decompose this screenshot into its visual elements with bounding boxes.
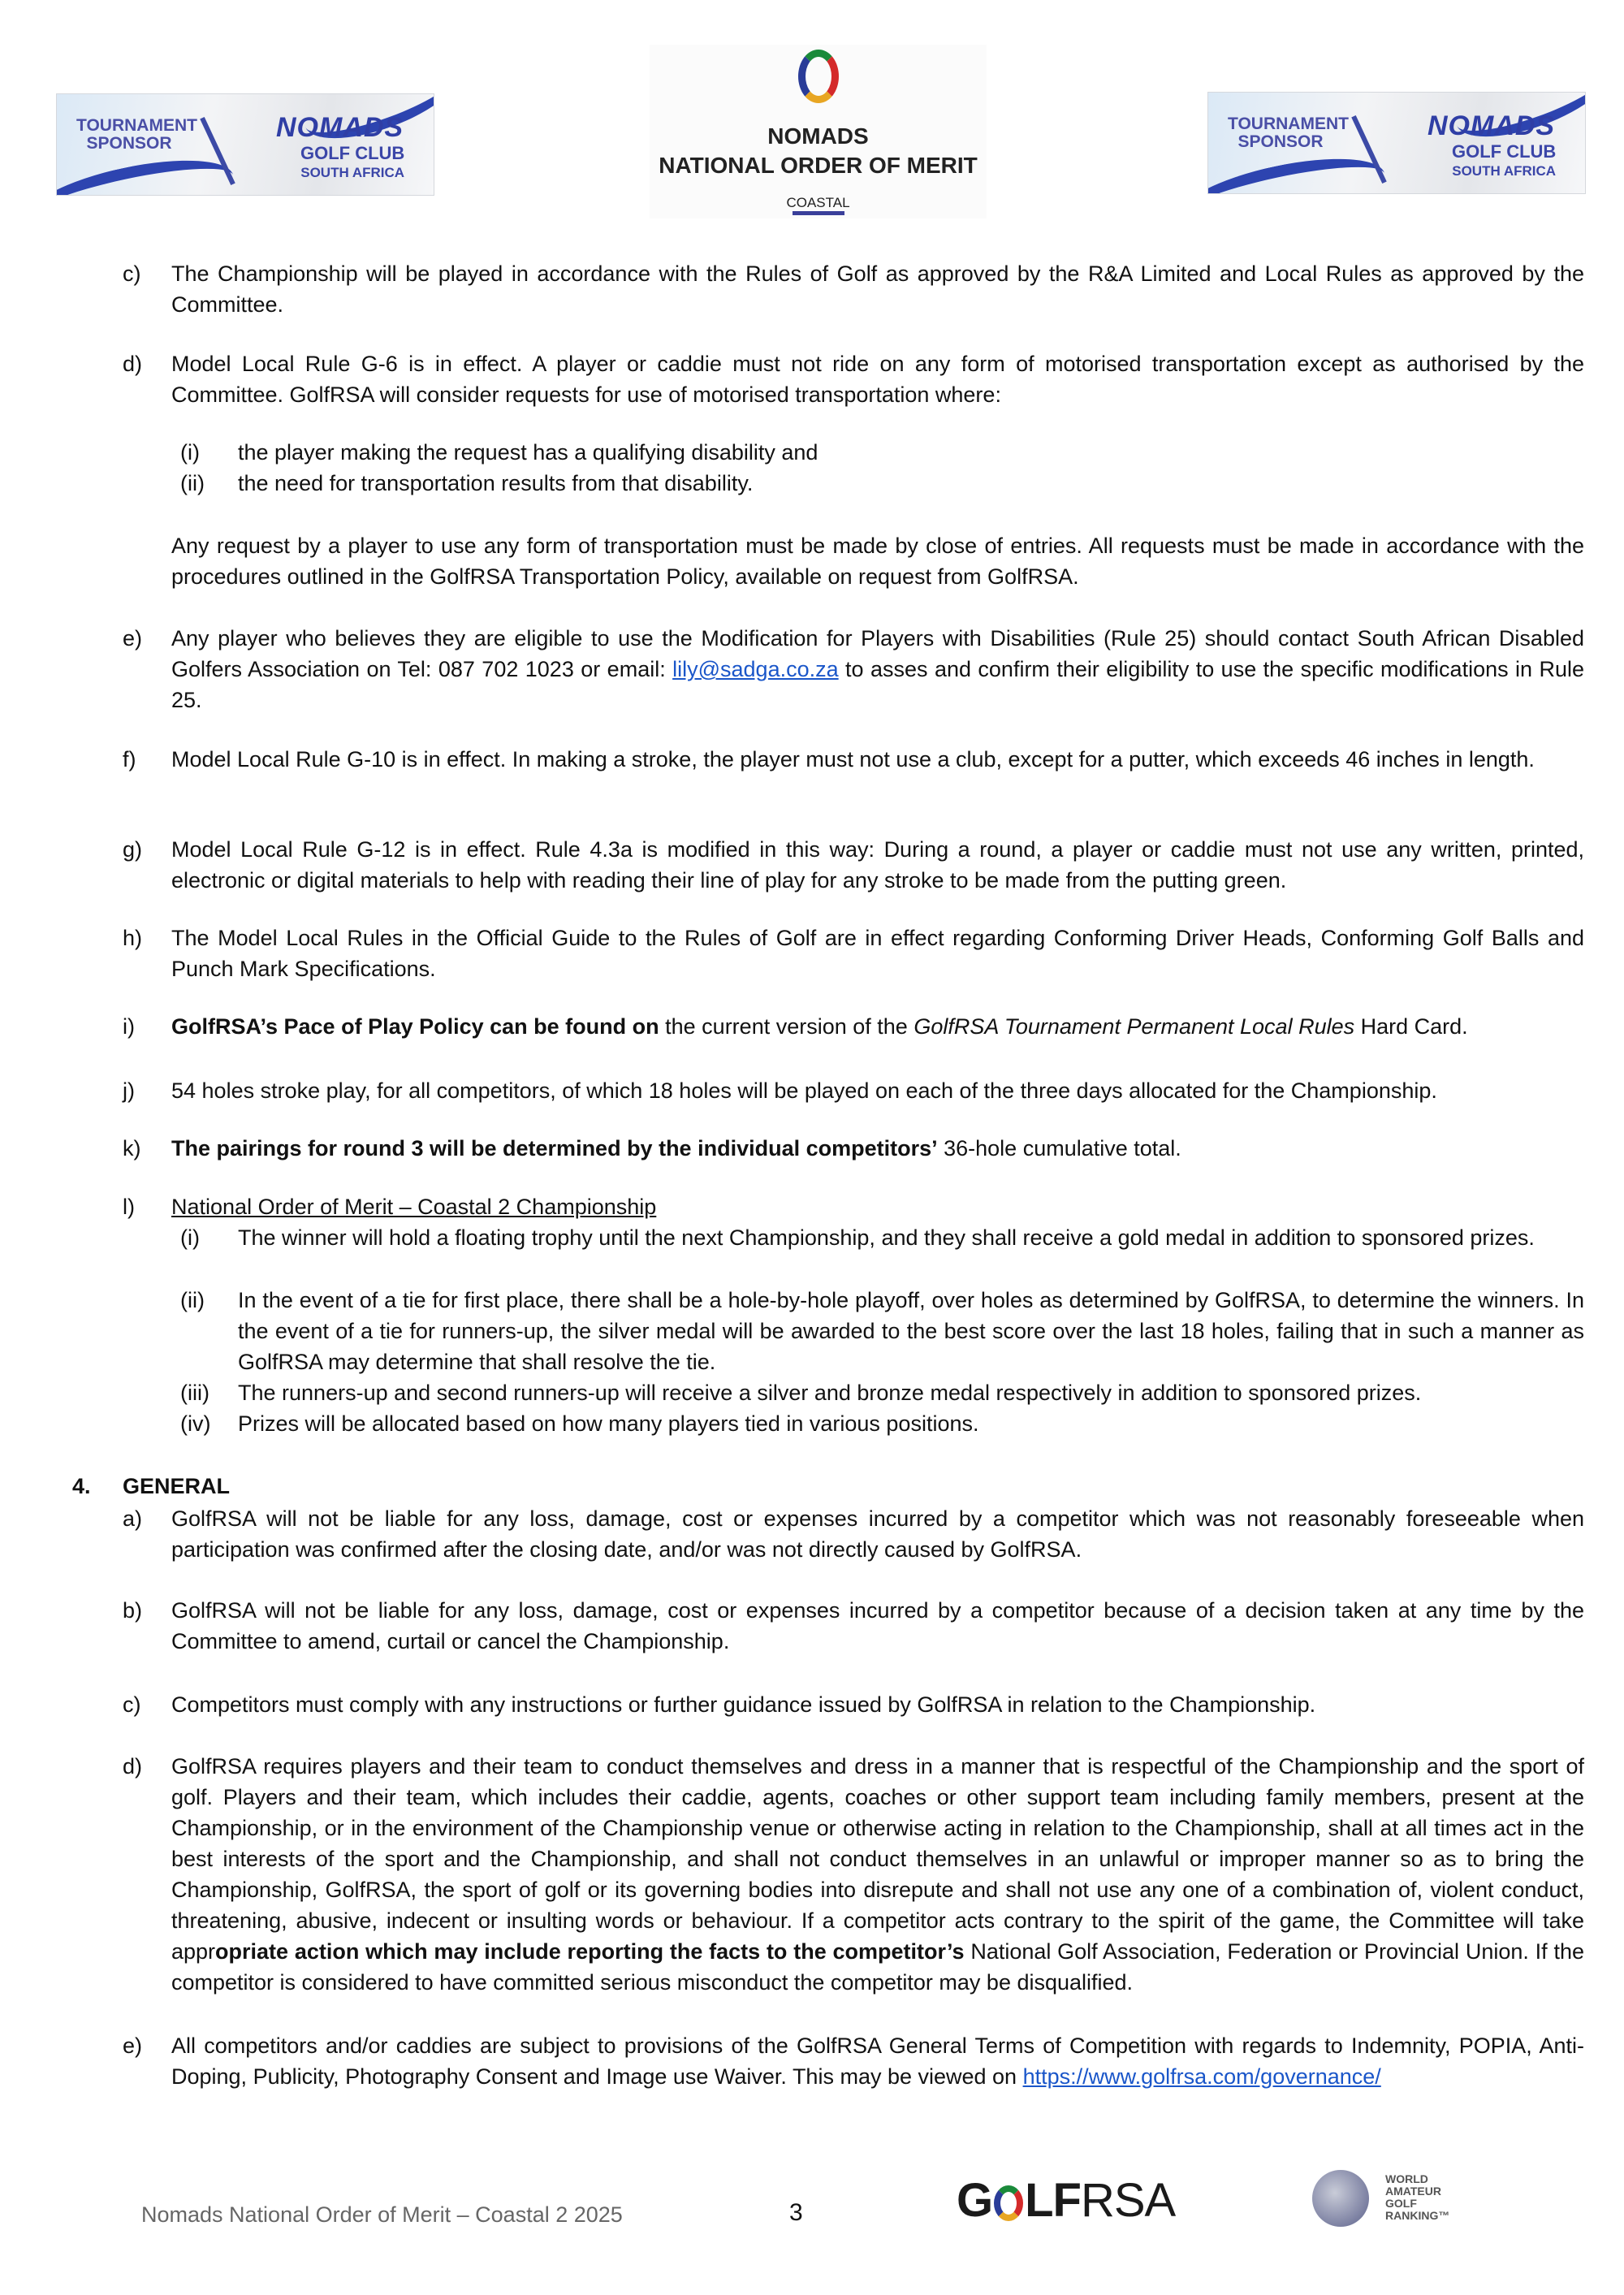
text: GolfRSA requires players and their team to conduct themselves and dress in a manner that is respectful of the Championship and the sport of golf. Players and their team, which includes their caddie, agents, coaches or other support team including family members, present at the Championship, or in the environment of the Championship venue or otherwise acting in relation to the Championship, shall at all times act in the best interests of the sport and the Championship, and shall not conduct themselves in an unlawful or improper manner so as to bring the Championship, GolfRSA, the sport of golf or its governing bodies into disrepute and shall not use any one of a combination of, violent conduct, threatening, abusive, indecent or insulting words or behaviour. If a competitor acts contrary to the spirit of the game, the Committee will take appr — [171, 1754, 1584, 1964]
sponsor-brand: NOMADS — [276, 112, 404, 143]
wagr-line: GOLF — [1385, 2197, 1417, 2210]
golfrsa-logo — [957, 2176, 1175, 2225]
item-text: the need for transportation results from that disability. — [238, 471, 754, 495]
section-4-heading — [72, 1471, 231, 1502]
clause-text — [171, 1011, 1584, 1042]
wagr-line: WORLD — [1385, 2172, 1428, 2185]
clause-text: The Championship will be played in accordance with the Rules of Golf as approved by the R&A Limited and Local Rules as approved by the Committee. — [171, 261, 1584, 317]
clause-text: GolfRSA will not be liable for any loss, damage, cost or expenses incurred by a competitor which was not reasonably foreseeable when participation was confirmed after the closing date, and/or was not directly caused by GolfRSA. — [171, 1506, 1584, 1562]
clause-label: f) — [123, 747, 136, 771]
logo-line-2: NATIONAL ORDER OF MERIT — [659, 153, 978, 178]
sponsor-brand: NOMADS — [1427, 110, 1556, 141]
text: National Golf Association, Federation or Provincial Union. If the competitor is considered to have committed serious misconduct the competitor may be disqualified. — [171, 1939, 1584, 1995]
sponsor-banner-right — [1207, 92, 1586, 194]
sponsor-label: TOURNAMENT SPONSOR — [1228, 115, 1349, 151]
clause-label: g) — [123, 837, 143, 862]
text: Hard Card. — [1354, 1014, 1468, 1039]
bold-text: GolfRSA’s Pace of Play Policy can be found on — [171, 1014, 659, 1039]
clause-text: Model Local Rule G-12 is in effect. Rule 4.3a is modified in this way: During a round, a player or caddie must not use any written, printed, electronic or digital materials to help with reading their line of play for any stroke to be made from the putting green. — [171, 837, 1584, 892]
logo-letters: LF — [1025, 2174, 1081, 2227]
footer-title: Nomads National Order of Merit – Coastal 2 2025 — [141, 2202, 623, 2227]
clause-text: Model Local Rule G-10 is in effect. In making a stroke, the player must not use a club, except for a putter, which exceeds 46 inches in length. — [171, 747, 1535, 771]
text: to asses and confirm their eligibility to use the specific modifications in Rule 25. — [171, 657, 1584, 712]
section-number: 4. — [72, 1474, 91, 1498]
nom-coastal-logo — [650, 45, 987, 218]
logo-letters: RSA — [1080, 2174, 1176, 2227]
sponsor-sub: GOLF CLUB SOUTH AFRICA — [1452, 141, 1557, 179]
item-label: (i) — [180, 440, 200, 465]
clause-label: a) — [123, 1506, 143, 1531]
page-number: 3 — [789, 2199, 803, 2226]
clause-text: The Model Local Rules in the Official Guide to the Rules of Golf are in effect regarding Conforming Driver Heads, Conforming Golf Balls and Punch Mark Specifications. — [171, 926, 1584, 981]
bold-text: opriate action which may include reporting the facts to the competitor’s — [215, 1939, 965, 1964]
logo-underline — [793, 211, 844, 215]
governance-link[interactable]: https://www.golfrsa.com/governance/ — [1022, 2064, 1381, 2089]
clause-label: d) — [123, 352, 143, 376]
swoosh-decoration — [56, 146, 240, 196]
item-text: The winner will hold a floating trophy until the next Championship, and they shall receive a gold medal in addition to sponsored prizes. — [238, 1225, 1535, 1250]
item-label: (i) — [180, 1225, 200, 1250]
clause-label: k) — [123, 1136, 141, 1160]
sponsor-sub: GOLF CLUB SOUTH AFRICA — [300, 143, 405, 180]
text: the current version of the — [659, 1014, 914, 1039]
clause-text: Model Local Rule G-6 is in effect. A player or caddie must not ride on any form of motorised transportation except as authorised by the Committee. GolfRSA will consider requests for use of motorised transportation where: — [171, 352, 1584, 407]
golf-ball-icon — [1312, 2170, 1369, 2227]
bold-text: The pairings for round 3 will be determined by the individual competitors’ — [171, 1136, 938, 1160]
clause-label: l) — [123, 1195, 135, 1219]
item-text: In the event of a tie for first place, there shall be a hole-by-hole playoff, over holes as determined by GolfRSA, to determine the winners. In the event of a tie for runners-up, the silver medal will be awarded to the best score over the last 18 holes, failing that in such a manner as GolfRSA may determine that shall resolve the tie. — [238, 1288, 1584, 1374]
swoosh-decoration — [1207, 145, 1391, 194]
sponsor-label: TOURNAMENT SPONSOR — [76, 116, 197, 153]
clause-text: Competitors must comply with any instructions or further guidance issued by GolfRSA in relation to the Championship. — [171, 1692, 1316, 1717]
sponsor-banner-left — [56, 93, 434, 196]
ring-logo-icon — [798, 50, 839, 103]
clause-label: e) — [123, 2034, 143, 2058]
clause-label: h) — [123, 926, 143, 950]
clause-text — [171, 623, 1584, 715]
wagr-line: RANKING™ — [1385, 2209, 1450, 2222]
email-link[interactable]: lily@sadga.co.za — [672, 657, 839, 681]
text: 36-hole cumulative total. — [937, 1136, 1181, 1160]
item-text: The runners-up and second runners-up will receive a silver and bronze medal respectively in addition to sponsored prizes. — [238, 1381, 1422, 1405]
item-text: Prizes will be allocated based on how many players tied in various positions. — [238, 1411, 979, 1436]
italic-text: GolfRSA Tournament Permanent Local Rules — [914, 1014, 1355, 1039]
clause-heading — [171, 1191, 1584, 1222]
text: All competitors and/or caddies are subject to provisions of the GolfRSA General Terms of Competition with regards to Indemnity, POPIA, Anti-Doping, Publicity, Photography Consent and Image use Waiver. This may be viewed on — [171, 2034, 1584, 2089]
clause-label: c) — [123, 1692, 141, 1717]
underlined-heading: National Order of Merit – Coastal 2 Championship — [171, 1195, 657, 1219]
section-title: GENERAL — [123, 1474, 231, 1498]
clause-label: c) — [123, 261, 141, 286]
item-label: (iv) — [180, 1411, 211, 1436]
clause-text — [171, 1133, 1584, 1164]
clause-label: j) — [123, 1078, 135, 1103]
logo-line-3: COASTAL — [786, 195, 850, 210]
item-label: (ii) — [180, 1288, 205, 1312]
item-label: (ii) — [180, 471, 205, 495]
item-text: the player making the request has a qualifying disability and — [238, 440, 818, 465]
clause-text: Any request by a player to use any form of transportation must be made by close of entries. All requests must be made in accordance with the procedures outlined in the GolfRSA Transportation Policy, available on request from GolfRSA. — [171, 534, 1584, 589]
clause-text — [171, 2030, 1584, 2092]
text: Any player who believes they are eligible to use the Modification for Players with Disabilities (Rule 25) should contact South African Disabled Golfers Association on Tel: 087 702 1023 or email: — [171, 626, 1584, 681]
logo-letter: G — [957, 2174, 993, 2227]
clause-text: 54 holes stroke play, for all competitors, of which 18 holes will be played on each of the three days allocated for the Championship. — [171, 1078, 1437, 1103]
clause-text: GolfRSA will not be liable for any loss, damage, cost or expenses incurred by a competitor because of a decision taken at any time by the Committee to amend, curtail or cancel the Championship. — [171, 1598, 1584, 1653]
clause-label: b) — [123, 1598, 143, 1623]
wagr-line: AMATEUR — [1385, 2185, 1441, 2198]
item-label: (iii) — [180, 1381, 209, 1405]
clause-text — [171, 1751, 1584, 1998]
ring-logo-icon — [994, 2185, 1023, 2221]
clause-label: i) — [123, 1014, 135, 1039]
clause-label: d) — [123, 1754, 143, 1779]
clause-label: e) — [123, 626, 143, 650]
logo-line-1: NOMADS — [767, 123, 869, 149]
wagr-logo — [1385, 2173, 1449, 2222]
